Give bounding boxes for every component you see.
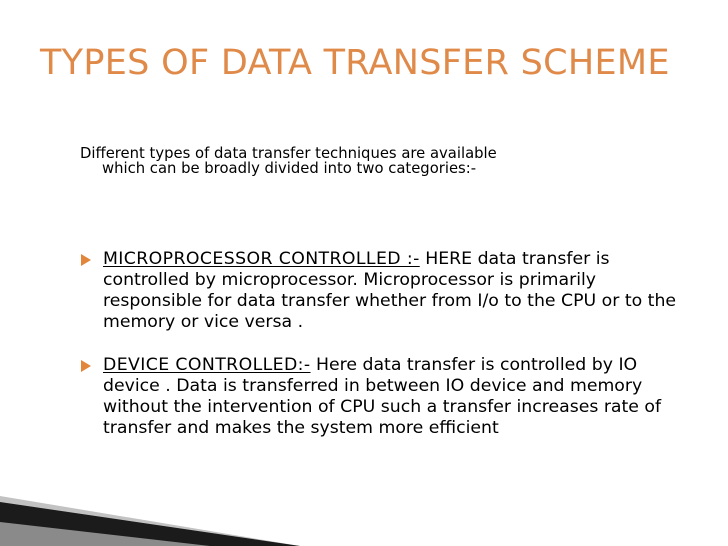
bullet-text: HERE data transfer is controlled by microprocessor. Microprocessor is primarily responsible for data transfer whether from I/o to the CPU or to the memory or vice versa . — [103, 249, 677, 332]
slide-title: TYPES OF DATA TRANSFER SCHEME — [40, 43, 670, 83]
right-arrowhead-icon — [81, 360, 91, 372]
bullet-item-device-controlled — [80, 355, 680, 439]
intro-paragraph — [80, 146, 660, 176]
bullet-text: Here data transfer is controlled by IO device . Data is transferred in between IO device and memory without the intervention of CPU such a transfer increases rate of transfer and makes the system more efficient — [103, 355, 662, 438]
corner-swoosh-decoration — [0, 486, 300, 546]
intro-line-2: which can be broadly divided into two categories:- — [102, 160, 477, 177]
bullet-term: MICROPROCESSOR CONTROLLED :- — [103, 249, 420, 269]
bullet-item-microprocessor-controlled — [80, 249, 680, 333]
bullet-list — [80, 249, 680, 439]
intro-line-1: Different types of data transfer techniques are available — [80, 145, 497, 162]
right-arrowhead-icon — [81, 254, 91, 266]
bullet-term: DEVICE CONTROLLED:- — [103, 355, 311, 375]
